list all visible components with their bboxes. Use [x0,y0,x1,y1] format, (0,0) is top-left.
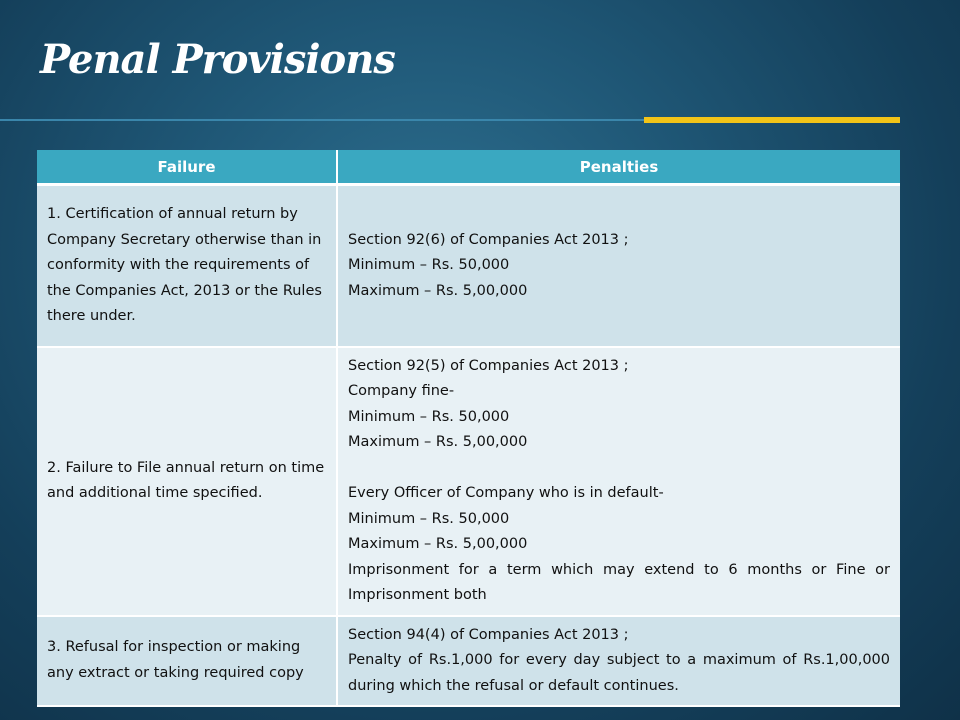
title-accent-bar [644,117,900,123]
table-row [37,347,900,616]
column-header-failure: Failure [37,150,337,185]
table-header-row [37,150,900,185]
failure-cell: 2. Failure to File annual return on time and additional time specified. [37,347,337,616]
penalty-cell: Section 92(6) of Companies Act 2013 ; Minimum – Rs. 50,000 Maximum – Rs. 5,00,000 [337,185,900,347]
penal-provisions-table [37,150,900,707]
column-header-penalties: Penalties [337,150,900,185]
table-row [37,185,900,347]
penalty-cell: Section 94(4) of Companies Act 2013 ; Penalty of Rs.1,000 for every day subject to a maximum of Rs.1,00,000 during which the refusal or default continues. [337,616,900,707]
slide-title: Penal Provisions [40,36,395,83]
table-row [37,616,900,707]
title-divider-line [0,119,644,121]
penalty-cell: Section 92(5) of Companies Act 2013 ; Company fine- Minimum – Rs. 50,000 Maximum – Rs. 5,00,000 Every Officer of Company who is in default- Minimum – Rs. 50,000 Maximum – Rs. 5,00,000 Imprisonment for a term which may extend to 6 months or Fine or Imprisonment both [337,347,900,616]
failure-cell: 3. Refusal for inspection or making any extract or taking required copy [37,616,337,707]
failure-cell: 1. Certification of annual return by Company Secretary otherwise than in conformity with the requirements of the Companies Act, 2013 or the Rules there under. [37,185,337,347]
